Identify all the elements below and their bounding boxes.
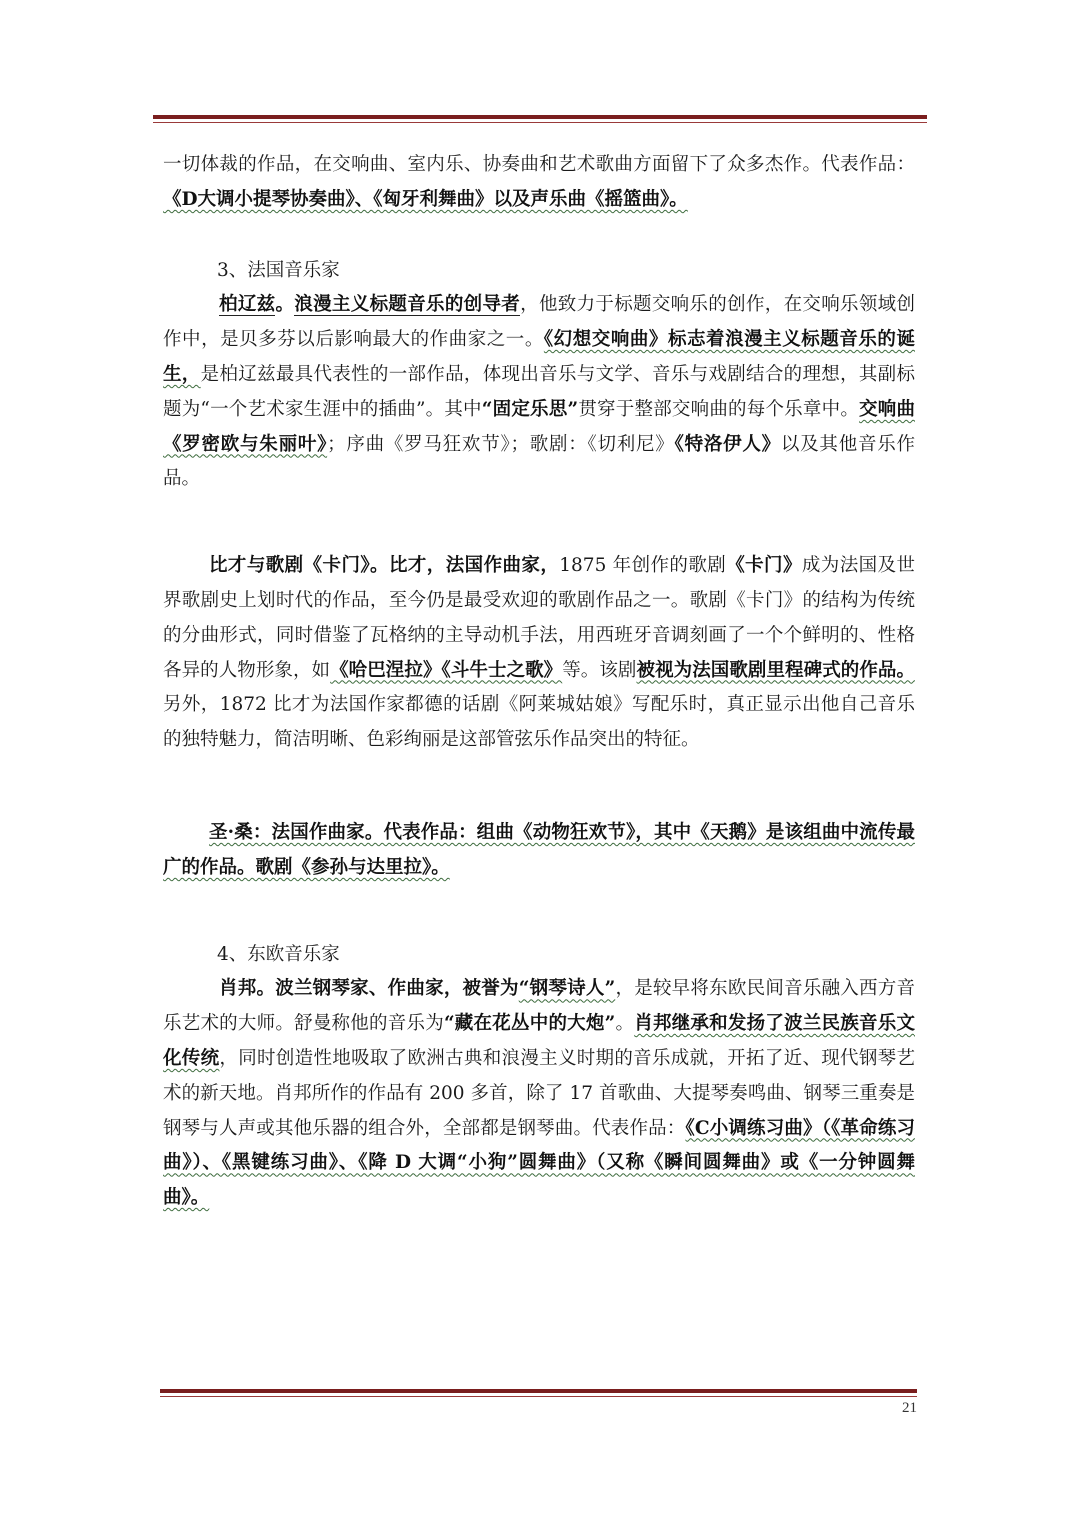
- text-run: ，同时创造性地吸取了欧洲古典和浪漫主义时期的音乐成就，开拓了近、现代钢琴艺术的新天地。肖邦所作的作品有 200 多首，除了 17 首歌曲、大提琴奏鸣曲、钢琴三重奏是钢琴与人声或其他乐器的组合外，全部都是钢琴曲。代表作品：: [163, 1047, 915, 1139]
- text-run: ，是较早将东欧民间音乐融入西方音乐艺术的大师。舒曼称他的音乐为: [163, 978, 915, 1035]
- header-rule-thin: [153, 122, 927, 123]
- header-rule: [153, 115, 927, 119]
- piano-poet: “钢琴诗人”: [518, 978, 616, 1000]
- chopin-lead: 肖邦。波兰钢琴家、作曲家，被誉为: [219, 978, 519, 1000]
- text-run: 贯穿于整部交响曲的每个乐章中。: [578, 398, 860, 420]
- chopin-works: 《C小调练习曲》（《革命练习曲》）、《黑键练习曲》、《降 D 大调“小狗”圆舞曲》（又称《瞬间圆舞曲》或《一分钟圆舞曲》。: [163, 1117, 915, 1209]
- footer-rule: [160, 1389, 917, 1393]
- text-run: ，他致力于标题交响乐的创作，在交响乐领域创作中，是贝多芬以后影响最大的作曲家之一。: [163, 294, 915, 351]
- romeo-juliet: 交响曲《罗密欧与朱丽叶》: [163, 398, 915, 455]
- text-run: 1875 年创作的歌剧: [559, 555, 727, 577]
- text-run: 以及其他音乐作品。: [163, 433, 915, 490]
- representative-works-brahms: 《D大调小提琴协奏曲》、《匈牙利舞曲》以及声乐曲《摇篮曲》。: [163, 188, 688, 210]
- text-run: 是柏辽兹最具代表性的一部作品，体现出音乐与文学、音乐与戏剧结合的理想，其副标题为“一个艺术家生涯中的插曲”。其中: [163, 363, 915, 420]
- paragraph-berlioz: [163, 288, 915, 497]
- berlioz-title: 浪漫主义标题音乐的创导者: [294, 294, 521, 316]
- carmen-title: 《卡门》: [726, 555, 802, 577]
- paragraph-saint-saens: [163, 816, 915, 886]
- text-run: 一切体裁的作品，在交响曲、室内乐、协奏曲和艺术歌曲方面留下了众多杰作。代表作品：: [163, 154, 915, 175]
- les-troyens: 《特洛伊人》: [674, 433, 781, 455]
- saint-saens-text: 圣·桑：法国作曲家。代表作品：组曲《动物狂欢节》，其中《天鹅》是该组曲中流传最广的作品。歌剧《参孙与达里拉》。: [163, 821, 915, 878]
- section-heading-eastern-europe: 4、东欧音乐家: [217, 943, 340, 965]
- footer-rule-thin: [160, 1396, 917, 1397]
- chopin-tradition: 肖邦继承和发扬了波兰民族音乐文化传统: [163, 1013, 915, 1069]
- text-run: 另外，1872 比才为法国作家都德的话剧《阿莱城姑娘》写配乐时，真正显示出他自己音乐的独特魅力，简洁明晰、色彩绚丽是这部管弦乐作品突出的特征。: [163, 694, 915, 751]
- text-run: ；序曲《罗马狂欢节》；歌剧：《切利尼》: [327, 433, 675, 455]
- paragraph-brahms-continued: [163, 148, 915, 218]
- page-body: [163, 148, 915, 1216]
- idee-fixe: “固定乐思”: [481, 398, 579, 420]
- carmen-milestone: 被视为法国歌剧里程碑式的作品。: [636, 659, 915, 681]
- paragraph-chopin: [163, 972, 915, 1216]
- berlioz-name: 柏辽兹: [219, 294, 276, 316]
- paragraph-bizet: [163, 549, 915, 758]
- fantastic-symphony: 《幻想交响曲》标志着浪漫主义标题音乐的诞生，: [163, 329, 915, 385]
- text-run: 。: [615, 1013, 635, 1035]
- bizet-lead: 比才与歌剧《卡门》。比才，法国作曲家，: [209, 555, 560, 577]
- section-heading-french: 3、法国音乐家: [217, 259, 340, 281]
- cannons-among-flowers: “藏在花丛中的大炮”: [443, 1013, 616, 1035]
- page-number: 21: [902, 1400, 917, 1416]
- text-run: 。: [275, 294, 295, 316]
- carmen-arias: 《哈巴涅拉》《斗牛士之歌》: [330, 659, 563, 681]
- text-run: 等。该剧: [562, 659, 637, 681]
- text-run: 成为法国及世界歌剧史上划时代的作品，至今仍是最受欢迎的歌剧作品之一。歌剧《卡门》的结构为传统的分曲形式，同时借鉴了瓦格纳的主导动机手法，用西班牙音调刻画了一个个鲜明的、性格各异的人物形象，如: [163, 555, 915, 681]
